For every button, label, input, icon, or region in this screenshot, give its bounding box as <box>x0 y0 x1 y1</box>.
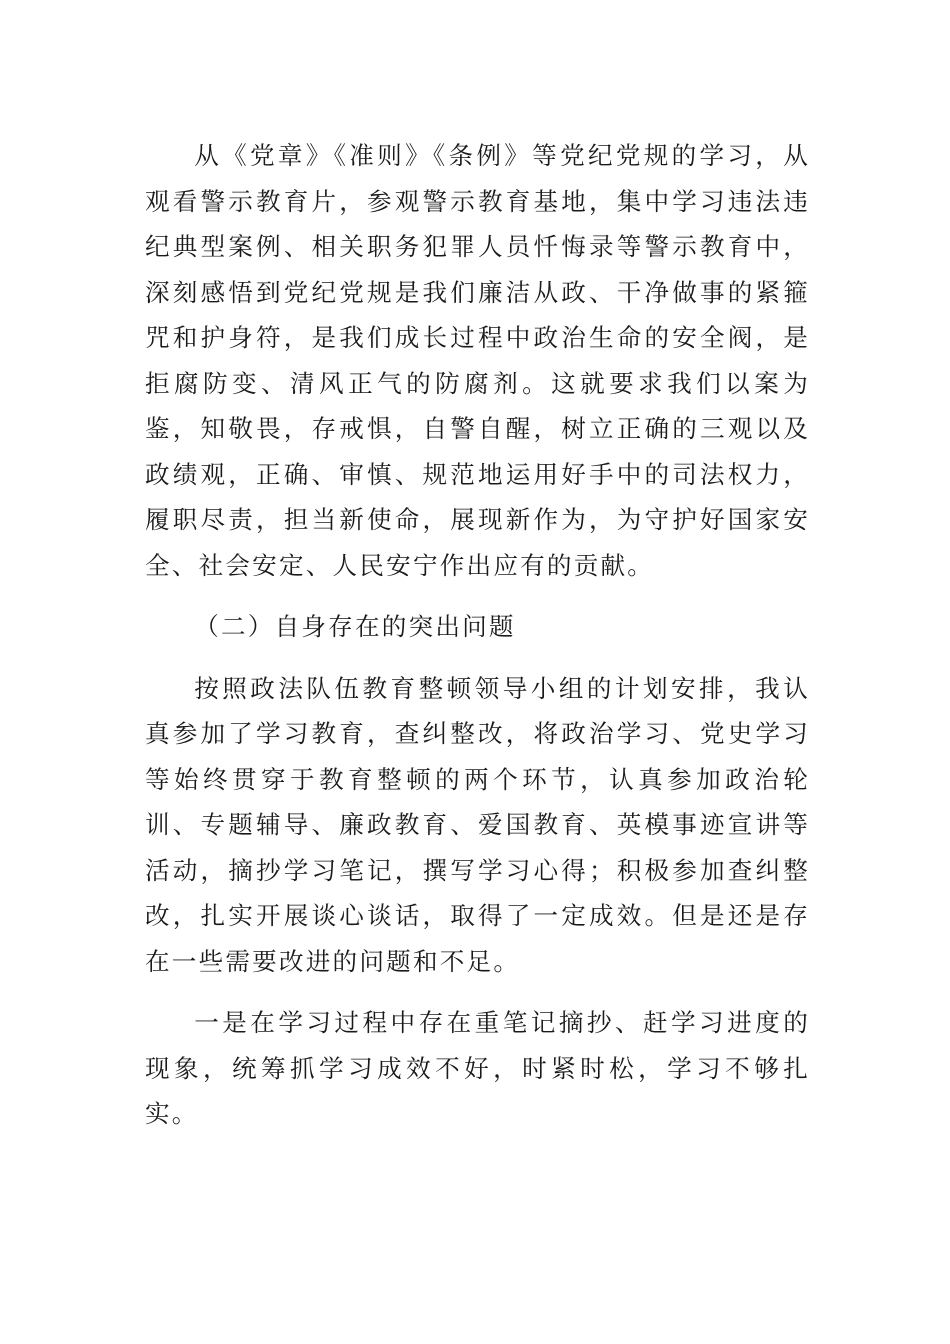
paragraph-problem-one: 一是在学习过程中存在重笔记摘抄、赶学习进度的现象，统筹抓学习成效不好，时紧时松，学习不够扎实。 <box>145 1008 810 1128</box>
section-heading-prominent-problems: （二）自身存在的突出问题 <box>194 612 516 641</box>
paragraph-rectification-activities: 按照政法队伍教育整顿领导小组的计划安排，我认真参加了学习教育，查纠整改，将政治学习、党史学习等始终贯穿于教育整顿的两个环节，认真参加政治轮训、专题辅导、廉政教育、爱国教育、英模事迹宣讲等活动，摘抄学习笔记，撰写学习心得；积极参加查纠整改，扎实开展谈心谈话，取得了一定成效。但是还是存在一些需要改进的问题和不足。 <box>145 673 810 976</box>
paragraph-party-discipline-lessons: 从《党章》《准则》《条例》等党纪党规的学习，从观看警示教育片，参观警示教育基地，集中学习违法违纪典型案例、相关职务犯罪人员忏悔录等警示教育中，深刻感悟到党纪党规是我们廉洁从政、干净做事的紧箍咒和护身符，是我们成长过程中政治生命的安全阀，是拒腐防变、清风正气的防腐剂。这就要求我们以案为鉴，知敬畏，存戒惧，自警自醒，树立正确的三观以及政绩观，正确、审慎、规范地运用好手中的司法权力，履职尽责，担当新使命，展现新作为，为守护好国家安全、社会安定、人民安宁作出应有的贡献。 <box>145 141 810 580</box>
document-body <box>145 133 810 1137</box>
